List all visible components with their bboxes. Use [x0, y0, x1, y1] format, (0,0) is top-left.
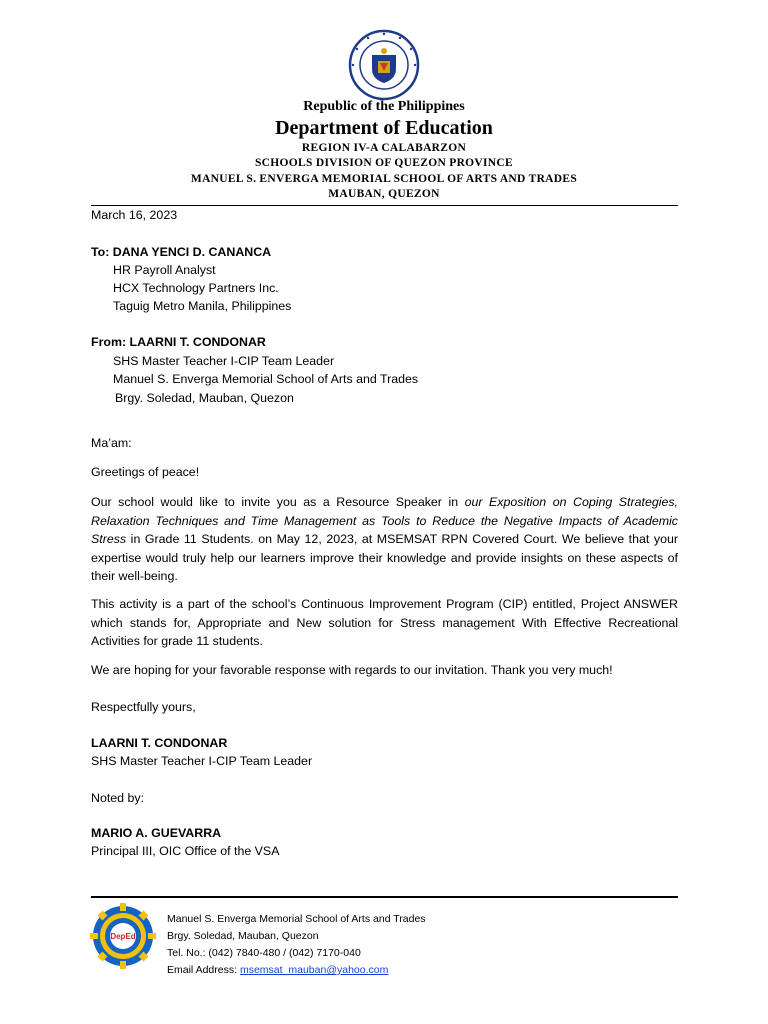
logo-text: DepEd	[110, 932, 136, 941]
noter-title: Principal III, OIC Office of the VSA	[91, 844, 280, 858]
letter-date: March 16, 2023	[91, 208, 178, 222]
paragraph-closing-thanks: We are hoping for your favorable response with regards to our invitation. Thank you very much!	[91, 663, 613, 677]
email-link[interactable]: msemsat_mauban@yahoo.com	[239, 964, 389, 976]
footer-school: Manuel S. Enverga Memorial School of Arts and Trades	[167, 913, 426, 925]
paragraph-text: in Grade 11 Students. on May 12, 2023, at MSEMSAT RPN Covered Court. We believe that your expertise would truly help our learners improve their knowledge and provide insights on these aspects of their well-being.	[91, 532, 678, 583]
deped-seal	[348, 29, 420, 101]
location-line: MAUBAN, QUEZON	[328, 188, 440, 200]
school-logo	[90, 903, 156, 969]
to-line: To: DANA YENCI D. CANANCA	[91, 245, 272, 259]
to-address-line: HCX Technology Partners Inc.	[113, 281, 279, 295]
region-line: REGION IV-A CALABARZON	[301, 142, 467, 154]
paragraph-cip: This activity is a part of the school’s Continuous Improvement Program (CIP) entitled, Project ANSWER which stands for, Appropriate and New solution for Stress management With Effective Recreational Activities for grade 11 students.	[91, 597, 678, 648]
deped-seal-icon	[348, 29, 420, 101]
to-address-line: HR Payroll Analyst	[113, 263, 216, 277]
school-logo-icon	[90, 903, 156, 969]
republic-line: Republic of the Philippines	[303, 99, 465, 114]
salutation: Ma’am:	[91, 436, 132, 450]
footer-divider	[91, 896, 678, 898]
closing: Respectfully yours,	[91, 700, 196, 714]
department-title: Department of Education	[275, 117, 493, 139]
footer-contact	[167, 911, 426, 979]
event-title: our Exposition on Coping Strategies, Relaxation Techniques and Time Management as Tools to Reduce the Negative Impacts of Academic Stress	[91, 495, 679, 546]
from-address-line: SHS Master Teacher I-CIP Team Leader	[113, 354, 335, 368]
signer-name: LAARNI T. CONDONAR	[91, 736, 228, 750]
greeting: Greetings of peace!	[91, 465, 200, 479]
header-divider	[91, 205, 678, 206]
footer-address: Brgy. Soledad, Mauban, Quezon	[167, 930, 319, 942]
school-line: MANUEL S. ENVERGA MEMORIAL SCHOOL OF ARTS AND TRADES	[190, 173, 578, 185]
from-address-line: Manuel S. Enverga Memorial School of Arts and Trades	[113, 372, 419, 386]
noted-by: Noted by:	[91, 791, 145, 805]
from-line: From: LAARNI T. CONDONAR	[91, 335, 266, 349]
paragraph-invitation	[91, 493, 678, 586]
footer-tel: Tel. No.: (042) 7840-480 / (042) 7170-040	[167, 947, 361, 959]
paragraph-text: Our school would like to invite you as a Resource Speaker in	[91, 495, 465, 509]
footer-email-label: Email Address:	[167, 964, 240, 976]
signer-title: SHS Master Teacher I-CIP Team Leader	[91, 754, 313, 768]
noter-name: MARIO A. GUEVARRA	[91, 826, 222, 840]
from-address-line: Brgy. Soledad, Mauban, Quezon	[115, 391, 294, 405]
footer-email-row	[167, 962, 426, 979]
to-address-line: Taguig Metro Manila, Philippines	[113, 299, 292, 313]
division-line: SCHOOLS DIVISION OF QUEZON PROVINCE	[254, 157, 513, 169]
